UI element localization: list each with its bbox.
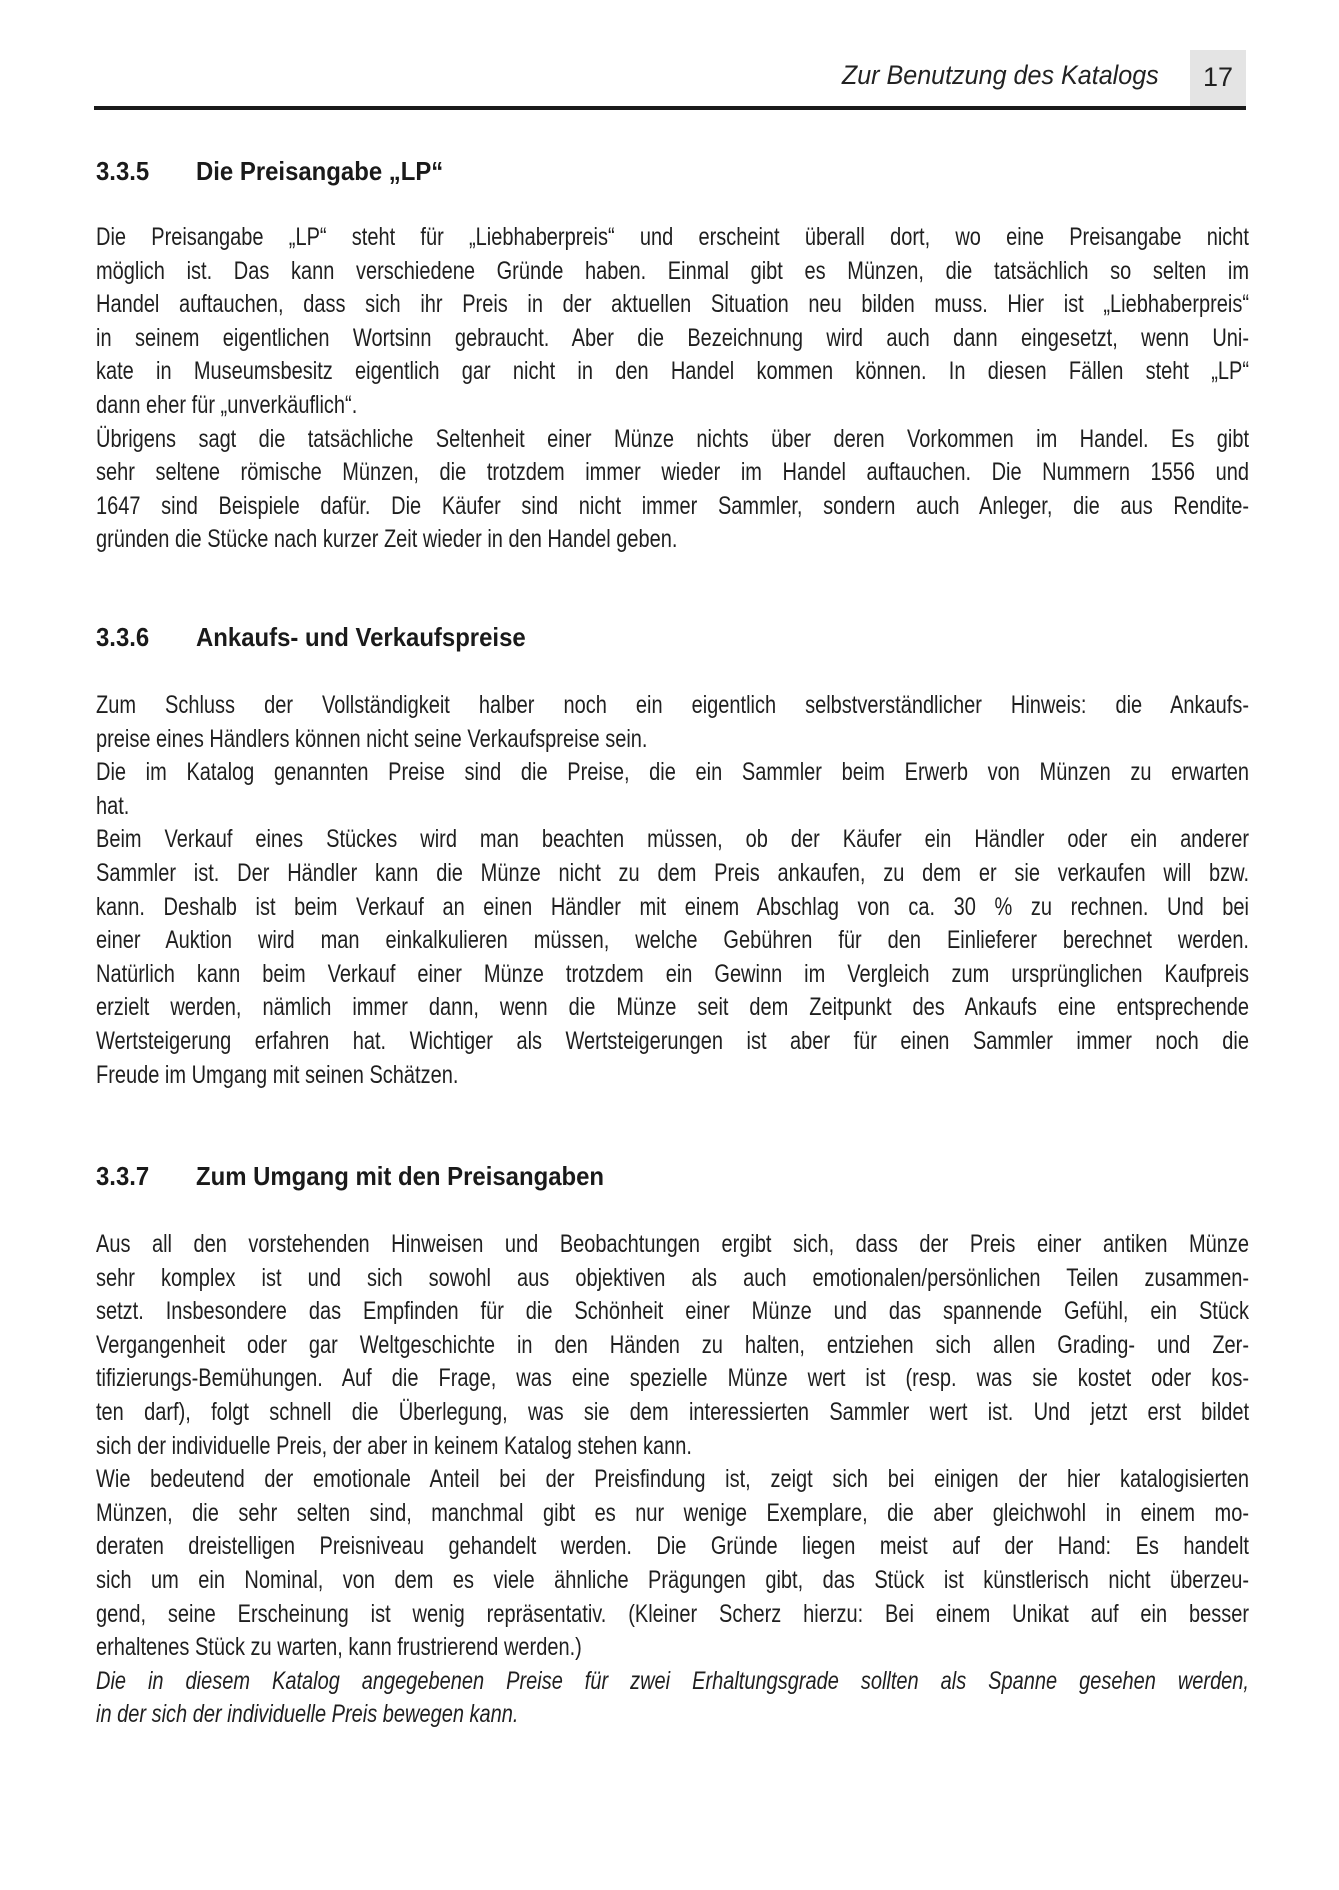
body-line: setzt. Insbesondere das Empfinden für die Schönheit einer Münze und das spannende Gefühl, ein Stück <box>96 1297 1249 1326</box>
body-line: Natürlich kann beim Verkauf einer Münze trotzdem ein Gewinn im Vergleich zum ursprünglichen Kaufpreis <box>96 959 1249 988</box>
body-line: einer Auktion wird man einkalkulieren müssen, welche Gebühren für den Einlieferer berechnet werden. <box>96 926 1249 955</box>
body-line: 1647 sind Beispiele dafür. Die Käufer sind nicht immer Sammler, sondern auch Anleger, die aus Rendite- <box>96 491 1249 520</box>
body-line: Wie bedeutend der emotionale Anteil bei der Preisfindung ist, zeigt sich bei einigen der hier katalogisierten <box>96 1465 1249 1494</box>
body-line: kann. Deshalb ist beim Verkauf an einen Händler mit einem Abschlag von ca. 30 % zu rechnen. Und bei <box>96 892 1249 921</box>
body-line: sich der individuelle Preis, der aber in keinem Katalog stehen kann. <box>96 1431 692 1460</box>
body-line: sehr seltene römische Münzen, die trotzdem immer wieder im Handel auftauchen. Die Nummern 1556 und <box>96 458 1249 487</box>
body-line: möglich ist. Das kann verschiedene Gründe haben. Einmal gibt es Münzen, die tatsächlich so selten im <box>96 256 1249 285</box>
body-line: Die Preisangabe „LP“ steht für „Liebhaberpreis“ und erscheint überall dort, wo eine Preisangabe nicht <box>96 223 1249 251</box>
running-title: Zur Benutzung des Katalogs <box>842 60 1159 90</box>
section-title: Zum Umgang mit den Preisangaben <box>196 1161 605 1191</box>
body-line: Aus all den vorstehenden Hinweisen und Beobachtungen ergibt sich, dass der Preis einer antiken Münze <box>96 1230 1249 1258</box>
body-line: Handel auftauchen, dass sich ihr Preis in der aktuellen Situation neu bilden muss. Hier ist „Liebhaberpreis“ <box>96 290 1249 319</box>
body-line: erhaltenes Stück zu warten, kann frustrierend werden.) <box>96 1633 582 1662</box>
section-title: Ankaufs- und Verkaufspreise <box>196 622 526 652</box>
body-line: Wertsteigerung erfahren hat. Wichtiger als Wertsteigerungen ist aber für einen Sammler immer noch die <box>96 1027 1249 1055</box>
body-line: in seinem eigentlichen Wortsinn gebraucht. Aber die Bezeichnung wird auch dann eingesetzt, wenn Uni- <box>96 323 1249 352</box>
body-line: in der sich der individuelle Preis bewegen kann. <box>96 1700 519 1729</box>
body-line: erzielt werden, nämlich immer dann, wenn die Münze seit dem Zeitpunkt des Ankaufs eine entsprechende <box>96 993 1249 1022</box>
body-line: sehr komplex ist und sich sowohl aus objektiven als auch emotionalen/persönlichen Teilen zusammen- <box>96 1263 1249 1292</box>
body-line: dann eher für „unverkäuflich“. <box>96 391 358 419</box>
section-title: Die Preisangabe „LP“ <box>196 156 444 186</box>
section-number: 3.3.6 <box>96 622 150 652</box>
running-header <box>0 0 1339 112</box>
page-number-box <box>1190 50 1246 107</box>
body-line: gend, seine Erscheinung ist wenig repräsentativ. (Kleiner Scherz hierzu: Bei einem Unikat auf ein besser <box>96 1599 1249 1628</box>
page-number: 17 <box>1202 62 1234 92</box>
body-line: Vergangenheit oder gar Weltgeschichte in den Händen zu halten, entziehen sich allen Grading- und Zer- <box>96 1330 1249 1359</box>
body-line: gründen die Stücke nach kurzer Zeit wieder in den Handel geben. <box>96 525 678 554</box>
body-line: tifizierungs-Bemühungen. Auf die Frage, was eine spezielle Münze wert ist (resp. was sie kostet oder kos- <box>96 1364 1249 1393</box>
body-line: Die im Katalog genannten Preise sind die Preise, die ein Sammler beim Erwerb von Münzen zu erwarten <box>96 758 1249 787</box>
header-rule <box>94 106 1246 110</box>
body-line: Zum Schluss der Vollständigkeit halber noch ein eigentlich selbstverständlicher Hinweis: die Ankaufs- <box>96 691 1249 719</box>
body-line: hat. <box>96 791 130 820</box>
body-line: ten darf), folgt schnell die Überlegung, was sie dem interessierten Sammler wert ist. Und jetzt erst bildet <box>96 1398 1249 1426</box>
body-line: Sammler ist. Der Händler kann die Münze nicht zu dem Preis ankaufen, zu dem er sie verkaufen will bzw. <box>96 859 1249 887</box>
section-number: 3.3.7 <box>96 1161 150 1191</box>
body-line: kate in Museumsbesitz eigentlich gar nicht in den Handel kommen können. In diesen Fällen steht „LP“ <box>96 357 1249 386</box>
body-line: Übrigens sagt die tatsächliche Seltenheit einer Münze nichts über deren Vorkommen im Handel. Es gibt <box>96 424 1249 453</box>
body-line: Münzen, die sehr selten sind, manchmal gibt es nur wenige Exemplare, die aber gleichwohl in einem mo- <box>96 1498 1249 1527</box>
body-line: preise eines Händlers können nicht seine Verkaufspreise sein. <box>96 724 648 753</box>
body-line: Freude im Umgang mit seinen Schätzen. <box>96 1060 459 1089</box>
section-number: 3.3.5 <box>96 156 150 186</box>
body-line: Beim Verkauf eines Stückes wird man beachten müssen, ob der Käufer ein Händler oder ein anderer <box>96 825 1249 854</box>
body-line: Die in diesem Katalog angegebenen Preise für zwei Erhaltungsgrade sollten als Spanne gesehen werden, <box>96 1666 1249 1695</box>
body-line: sich um ein Nominal, von dem es viele ähnliche Prägungen gibt, das Stück ist künstlerisch nicht überzeu- <box>96 1566 1249 1594</box>
body-line: deraten dreistelligen Preisniveau gehandelt werden. Die Gründe liegen meist auf der Hand: Es handelt <box>96 1532 1249 1561</box>
